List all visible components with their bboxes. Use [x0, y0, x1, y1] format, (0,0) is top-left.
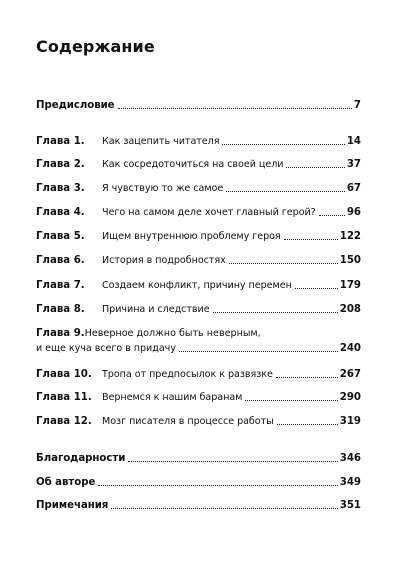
toc-entry-label: Предисловие [36, 100, 115, 111]
toc-entry-about-author[interactable] [36, 476, 361, 489]
chapter-title: Вернемся к нашим баранам [102, 392, 243, 403]
chapter-title: Тропа от предпосылок к развязке [102, 369, 273, 380]
toc-entry-preface[interactable] [36, 99, 361, 112]
toc-page-number: 122 [339, 231, 361, 242]
leader-dots [222, 143, 344, 145]
toc-page-number: 179 [339, 280, 361, 291]
leader-dots [111, 507, 337, 509]
page-title: Содержание [36, 37, 155, 56]
leader-dots [213, 311, 338, 313]
chapter-number: Глава 1. [36, 136, 85, 147]
chapter-title: Причина и следствие [102, 304, 210, 315]
chapter-number: Глава 3. [36, 183, 85, 194]
chapter-number: Глава 2. [36, 159, 85, 170]
chapter-number: Глава 8. [36, 304, 85, 315]
toc-page-number: 240 [339, 343, 361, 354]
chapter-number: Глава 6. [36, 255, 85, 266]
chapter-title: Мозг писателя в процессе работы [102, 416, 274, 427]
leader-dots [286, 166, 344, 168]
leader-dots [229, 262, 338, 264]
toc-entry-chapter-2[interactable] [36, 158, 361, 171]
leader-dots [118, 107, 352, 109]
leader-dots [179, 350, 338, 352]
leader-dots [295, 287, 338, 289]
toc-entry-chapter-12[interactable] [36, 415, 361, 428]
chapter-number: Глава 11. [36, 392, 92, 403]
leader-dots [245, 399, 337, 401]
chapter-number: Глава 9. [36, 328, 85, 339]
toc-page-number: 96 [346, 207, 361, 218]
leader-dots [226, 190, 345, 192]
chapter-number: Глава 10. [36, 369, 92, 380]
toc-page-number: 319 [339, 416, 361, 427]
chapter-title: Ищем внутреннюю проблему героя [102, 231, 281, 242]
toc-page-number: 208 [339, 304, 361, 315]
toc-entry-chapter-9[interactable] [36, 327, 361, 355]
chapter-number: Глава 12. [36, 416, 92, 427]
chapter-title-line-1: Неверное должно быть неверным, [84, 328, 261, 339]
toc-entry-chapter-4[interactable] [36, 206, 361, 219]
leader-dots [319, 214, 345, 216]
toc-page-number: 37 [346, 159, 361, 170]
toc-entry-chapter-3[interactable] [36, 182, 361, 195]
toc-page-number: 150 [339, 255, 361, 266]
toc-entry-label: Об авторе [36, 477, 96, 488]
leader-dots [284, 238, 338, 240]
toc-entry-label: Благодарности [36, 453, 126, 464]
leader-dots [98, 484, 337, 486]
toc-page-number: 349 [339, 477, 361, 488]
toc-entry-notes[interactable] [36, 499, 361, 512]
toc-entry-chapter-1[interactable] [36, 135, 361, 148]
toc-entry-chapter-5[interactable] [36, 230, 361, 243]
toc-entry-acknowledgements[interactable] [36, 452, 361, 465]
toc-page-number: 14 [346, 136, 361, 147]
toc-page-number: 290 [339, 392, 361, 403]
toc-entry-chapter-7[interactable] [36, 279, 361, 292]
toc-page-number: 351 [339, 500, 361, 511]
chapter-title: Как сосредоточиться на своей цели [102, 159, 284, 170]
toc-entry-chapter-10[interactable] [36, 368, 361, 381]
chapter-number: Глава 4. [36, 207, 85, 218]
toc-page-number: 67 [346, 183, 361, 194]
chapter-title-line-2: и еще куча всего в придачу [36, 343, 176, 354]
toc-page-number: 267 [339, 369, 361, 380]
toc-entry-label: Примечания [36, 500, 109, 511]
leader-dots [277, 423, 338, 425]
chapter-title: Чего на самом деле хочет главный герой? [102, 207, 316, 218]
leader-dots [128, 460, 337, 462]
chapter-title: Я чувствую то же самое [102, 183, 224, 194]
toc-entry-chapter-6[interactable] [36, 254, 361, 267]
chapter-number: Глава 7. [36, 280, 85, 291]
toc-page-number: 346 [339, 453, 361, 464]
chapter-title: История в подробностях [102, 255, 226, 266]
toc-entry-chapter-8[interactable] [36, 303, 361, 316]
toc-entry-chapter-11[interactable] [36, 391, 361, 404]
chapter-title: Создаем конфликт, причину перемен [102, 280, 292, 291]
leader-dots [276, 376, 338, 378]
chapter-title: Как зацепить читателя [102, 136, 220, 147]
toc-page-number: 7 [353, 100, 361, 111]
chapter-number: Глава 5. [36, 231, 85, 242]
